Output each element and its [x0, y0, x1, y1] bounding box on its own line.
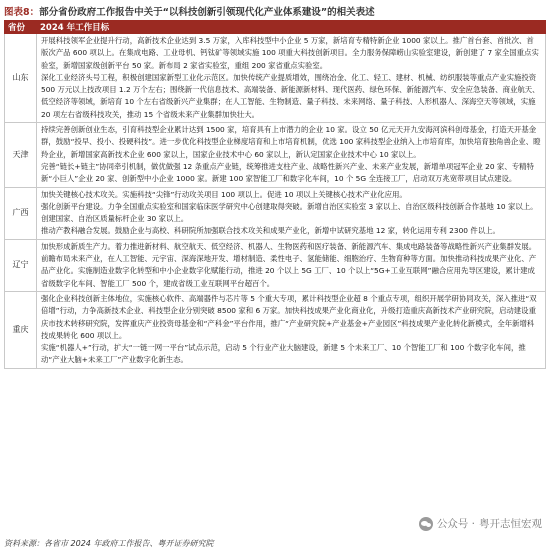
province-cell: 天津	[5, 123, 37, 187]
figure-label: 图表8：	[4, 7, 40, 18]
table-row	[5, 291, 546, 368]
goal-paragraph: 持续完善创新创业生态，引育科技型企业累计达到 1500 家，培育具有上市潜力的企业 10 家。设立 50 亿元天开九安海河滨科创母基金，打造天开基金群，鼓励“投早、投小、投硬科技”。进一步优化科技型企业梯度培育和上市培育机制，优选 100 家科技型企业纳入上市培育库，加快培育独角兽企业、瞪羚企业，新增国家高新技术企业 600 家以上，国家企业技术中心 60 家以上，新认定国家企业技术中心 10 家以上。	[41, 125, 541, 159]
goal-paragraph: 强化创新平台建设。力争全国重点实验室和国家临床医学研究中心创建取得突破。新增自治区实验室 3 家以上、自治区级科技创新合作基地 10 家以上。创建国家、自治区质量标杆企业 30 家以上。	[41, 201, 538, 224]
goal-paragraph: 强化企业科技创新主体地位，实施核心软件、高端器件与芯片等 5 个重大专项，累计科技型企业超 8 个重点专项，组织开展学研协同攻关，深入推进“双倍增”行动，力争高新技术企业、科技型企业分别突破 8500 家和 6 万家。加快科技成果产业化商业化，升级打造重庆高新技术产业研究院，启动建设重庆市技术转移研究院，发挥重庆产业投资母基金和“产科金”平台作用，推广“产业研究院+产业基金+产业园区”科技成果产业化转化新模式，全年新增科技成果转化 600 项以上。	[41, 293, 537, 340]
header-goals: 2024 年工作目标	[37, 21, 546, 34]
table-header-row	[5, 21, 546, 34]
province-cell: 辽宁	[5, 239, 37, 291]
goal-paragraph: 加快形成新质生产力。着力推进新材料、航空航天、低空经济、机器人、生物医药和医疗装备、新能源汽车、集成电路装备等战略性新兴产业集群发展。前瞻布局未来产业，在人工智能、元宇宙、深海深地开发、增材制造、柔性电子、氢能储能、细胞治疗、生物育种等方面。加快推动科技成果产业化、产品产业化。实施制造业数字化转型和中小企业数字化赋能行动，推进 20 个以上 5G 工厂、10 个以上“5G+工业互联网”融合应用先导区建设，累计建成省级数字化车间、智能工厂 500 个，建成省级工业互联网平台超百个。	[41, 241, 537, 288]
goals-cell	[37, 123, 546, 187]
province-cell: 重庆	[5, 291, 37, 368]
goals-cell	[37, 239, 546, 291]
goal-paragraph: 完善“链长+链主”协同牵引机制，做优做强 12 条重点产业链，统筹推进支柱产业、战略性新兴产业、未来产业发展，新增单项冠军企业 20 家、专精特新“小巨人”企业 20 家、创新型中小企业 1000 家。新建 100 家智能工厂和数字化车间，10 个 5G 全连接工厂，启动双万兆宽带项目试点建设。	[41, 161, 534, 184]
goals-cell	[37, 291, 546, 368]
policy-table	[4, 20, 546, 369]
goals-cell	[37, 34, 546, 123]
goal-paragraph: 推动产教科融合发展。鼓励企业与高校、科研院所加强联合技术攻关和成果产业化，新增中试研究基地 12 家，转化运用专利 2300 件以上。	[41, 226, 500, 236]
goal-paragraph: 实施“机器人+”行动，扩大“一链一网一平台”试点示范，启动 5 个行业产业大脑建设，新建 5 个未来工厂、10 个智能工厂和 100 个数字化车间，推动“产业大脑+未来工厂”产业数字化新生态。	[41, 343, 526, 365]
table-row	[5, 123, 546, 187]
goal-paragraph: 开展科技领军企业提升行动，高新技术企业达到 3.5 万家，入库科技型中小企业 5 万家，新培育专精特新企业 1000 家以上。推广首台套、首批次、首版次产品 600 项以上。在集成电路、工业母机、钙钛矿等领域实施 100 项重大科技创新项目。全力服务保障崂山实验室建设，新创建了 7 家全国重点实验室，新增国家级创新平台 50 家。新布局 2 家省实验室，重组 200 家省重点实验室。	[41, 36, 539, 70]
goal-paragraph: 深化工业经济头号工程，积极创建国家新型工业化示范区。加快传统产业提质增效，围绕冶金、化工、轻工、建材、机械、纺织服装等重点产业实施投资 500 万元以上技改项目 1.2 万个左右；围绕新一代信息技术、高端装备、新能源新材料、现代医药、绿色环保、新能源汽车、安全应急装备、商业航天、低空经济等领域，新培育 10 个左右省级新兴产业集群；在人工智能、生物制造、量子科技、未来网络、量子科技、人形机器人、深海空天等领域，实施 20 项左右省级科技攻关，推动 15 个省级未来产业集群加快壮大。	[41, 72, 540, 119]
table-row	[5, 239, 546, 291]
watermark-prefix: 公众号 ·	[436, 518, 475, 530]
watermark-name: 粤开志恒宏观	[479, 518, 542, 530]
figure-title	[4, 4, 546, 18]
goal-paragraph: 加快关键核心技术攻关。实施科技“尖锋”行动攻关项目 100 项以上。促进 10 项以上关键核心技术产业化应用。	[41, 189, 407, 199]
header-province: 省份	[5, 21, 37, 34]
province-cell: 广西	[5, 187, 37, 239]
watermark	[419, 516, 542, 531]
goals-cell	[37, 187, 546, 239]
source-note: 资料来源：各省市 2024 年政府工作报告、粤开证券研究院	[4, 539, 214, 548]
table-row	[5, 34, 546, 123]
province-cell: 山东	[5, 34, 37, 123]
wechat-icon	[419, 517, 433, 531]
figure-title-text: 部分省份政府工作报告中关于“以科技创新引领现代化产业体系建设”的相关表述	[39, 7, 375, 18]
table-row	[5, 187, 546, 239]
